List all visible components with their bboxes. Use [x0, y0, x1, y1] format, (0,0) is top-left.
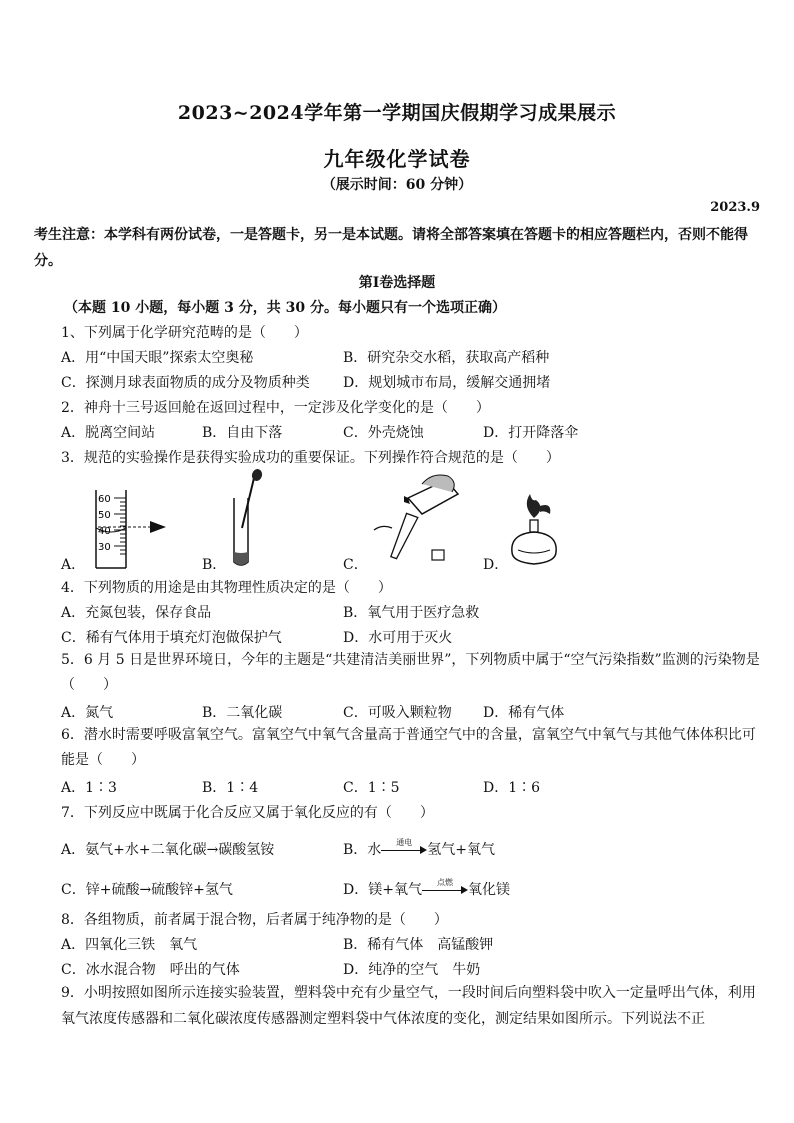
question-7-option-c: C．锌+硫酸→硫酸锌+氢气: [61, 882, 233, 898]
question-4-option-c: C．稀有气体用于填充灯泡做保护气: [61, 630, 282, 646]
cylinder-tick-60: 60: [98, 494, 111, 505]
exam-subtitle: 九年级化学试卷: [323, 147, 471, 171]
question-7-stem: 7．下列反应中既属于化合反应又属于氧化反应的有（ ）: [61, 805, 434, 821]
question-6-stem: 6．潜水时需要呼吸富氧空气。富氧空气中氧气含量高于普通空气中的含量，富氧空气中氧气与其他气体体积比可能是（ ）: [61, 727, 756, 768]
section-instructions: （本题 10 小题，每小题 3 分，共 30 分。每小题只有一个选项正确）: [64, 300, 506, 316]
question-5-stem: 5．6 月 5 日是世界环境日，今年的主题是“共建清洁美丽世界”，下列物质中属于“空气污染指数”监测的污染物是（ ）: [61, 652, 760, 693]
question-6-option-c: C．1∶5: [343, 780, 400, 796]
question-8-option-b: B．稀有气体 高锰酸钾: [343, 937, 494, 953]
question-2-option-a: A．脱离空间站: [61, 425, 156, 441]
question-3-option-b: B．: [202, 557, 227, 573]
cylinder-tick-50: 50: [98, 510, 111, 521]
question-7-option-a: A．氨气+水+二氧化碳→碳酸氢铵: [61, 842, 275, 858]
dropper-test-tube-figure: [220, 468, 270, 570]
question-2-option-b: B．自由下落: [202, 425, 283, 441]
question-4-option-b: B．氧气用于医疗急救: [343, 605, 480, 621]
question-7-option-d-products: 氧化镁: [467, 882, 510, 898]
reaction-arrow-icon: [381, 838, 427, 857]
question-6-option-a: A．1∶3: [61, 780, 117, 796]
question-5-option-a: A．氮气: [61, 705, 114, 721]
question-8-option-d: D．纯净的空气 牛奶: [343, 962, 481, 978]
question-2-option-c: C．外壳烧蚀: [343, 425, 424, 441]
question-8-option-a: A．四氧化三铁 氧气: [61, 937, 198, 953]
question-1-stem: 1、下列属于化学研究范畴的是（ ）: [61, 325, 308, 341]
question-6-option-b: B．1∶4: [202, 780, 259, 796]
question-1-option-d: D．规划城市布局，缓解交通拥堵: [343, 375, 551, 391]
question-2-stem: 2．神舟十三号返回舱在返回过程中，一定涉及化学变化的是（ ）: [61, 400, 490, 416]
question-9-stem: 9．小明按照如图所示连接实验装置，塑料袋中充有少量空气，一段时间后向塑料袋中吹入一定量呼出气体，利用氧气浓度传感器和二氧化碳浓度传感器测定塑料袋中气体浓度的变化，测定结果如图所示。下列说法不正: [61, 985, 756, 1027]
question-4-stem: 4．下列物质的用途是由其物理性质决定的是（ ）: [61, 580, 392, 596]
question-1-option-b: B．研究杂交水稻，获取高产稻种: [343, 350, 550, 366]
question-7-option-b-reactant: B．水: [343, 842, 382, 858]
question-3-option-a: A．: [61, 557, 86, 573]
question-2-option-d: D．打开降落伞: [483, 425, 579, 441]
pouring-liquid-figure: [368, 468, 468, 570]
alcohol-lamp-figure: [504, 490, 564, 570]
question-5-option-d: D．稀有气体: [483, 705, 565, 721]
question-1-option-a: A．用“中国天眼”探索太空奥秘: [61, 350, 254, 366]
exam-time-note: （展示时间：60 分钟）: [321, 177, 473, 193]
reaction-condition: 通电: [396, 838, 413, 847]
question-7-option-d: [343, 879, 510, 899]
reaction-condition: 点燃: [436, 878, 453, 887]
question-4-option-a: A．充氮包装，保存食品: [61, 605, 212, 621]
graduated-cylinder-figure: [80, 488, 180, 570]
question-6-option-d: D．1∶6: [483, 780, 541, 796]
question-7-option-d-reactants: D．镁+氧气: [343, 882, 422, 898]
exam-title: 2023~2024学年第一学期国庆假期学习成果展示: [177, 102, 617, 124]
reaction-arrow-icon: [422, 878, 468, 897]
question-7-option-b: [343, 839, 495, 859]
question-3-option-c: C．: [343, 557, 368, 573]
question-5-option-c: C．可吸入颗粒物: [343, 705, 452, 721]
cylinder-tick-30: 30: [98, 542, 111, 553]
question-1-option-c: C．探测月球表面物质的成分及物质种类: [61, 375, 310, 391]
section-title: 第Ⅰ卷选择题: [358, 275, 436, 291]
question-8-option-c: C．冰水混合物 呼出的气体: [61, 962, 240, 978]
question-4-option-d: D．水可用于灭火: [343, 630, 453, 646]
question-3-option-d: D．: [483, 557, 509, 573]
question-5-option-b: B．二氧化碳: [202, 705, 283, 721]
cylinder-tick-40: 40: [98, 526, 111, 537]
exam-notice: 考生注意：本学科有两份试卷，一是答题卡，另一是本试题。请将全部答案填在答题卡的相应答题栏内，否则不能得分。: [34, 227, 748, 269]
question-3-stem: 3．规范的实验操作是获得实验成功的重要保证。下列操作符合规范的是（ ）: [61, 450, 560, 466]
question-8-stem: 8．各组物质，前者属于混合物，后者属于纯净物的是（ ）: [61, 912, 448, 928]
question-7-option-b-products: 氢气+氧气: [427, 842, 496, 858]
exam-date: 2023.9: [710, 200, 760, 215]
